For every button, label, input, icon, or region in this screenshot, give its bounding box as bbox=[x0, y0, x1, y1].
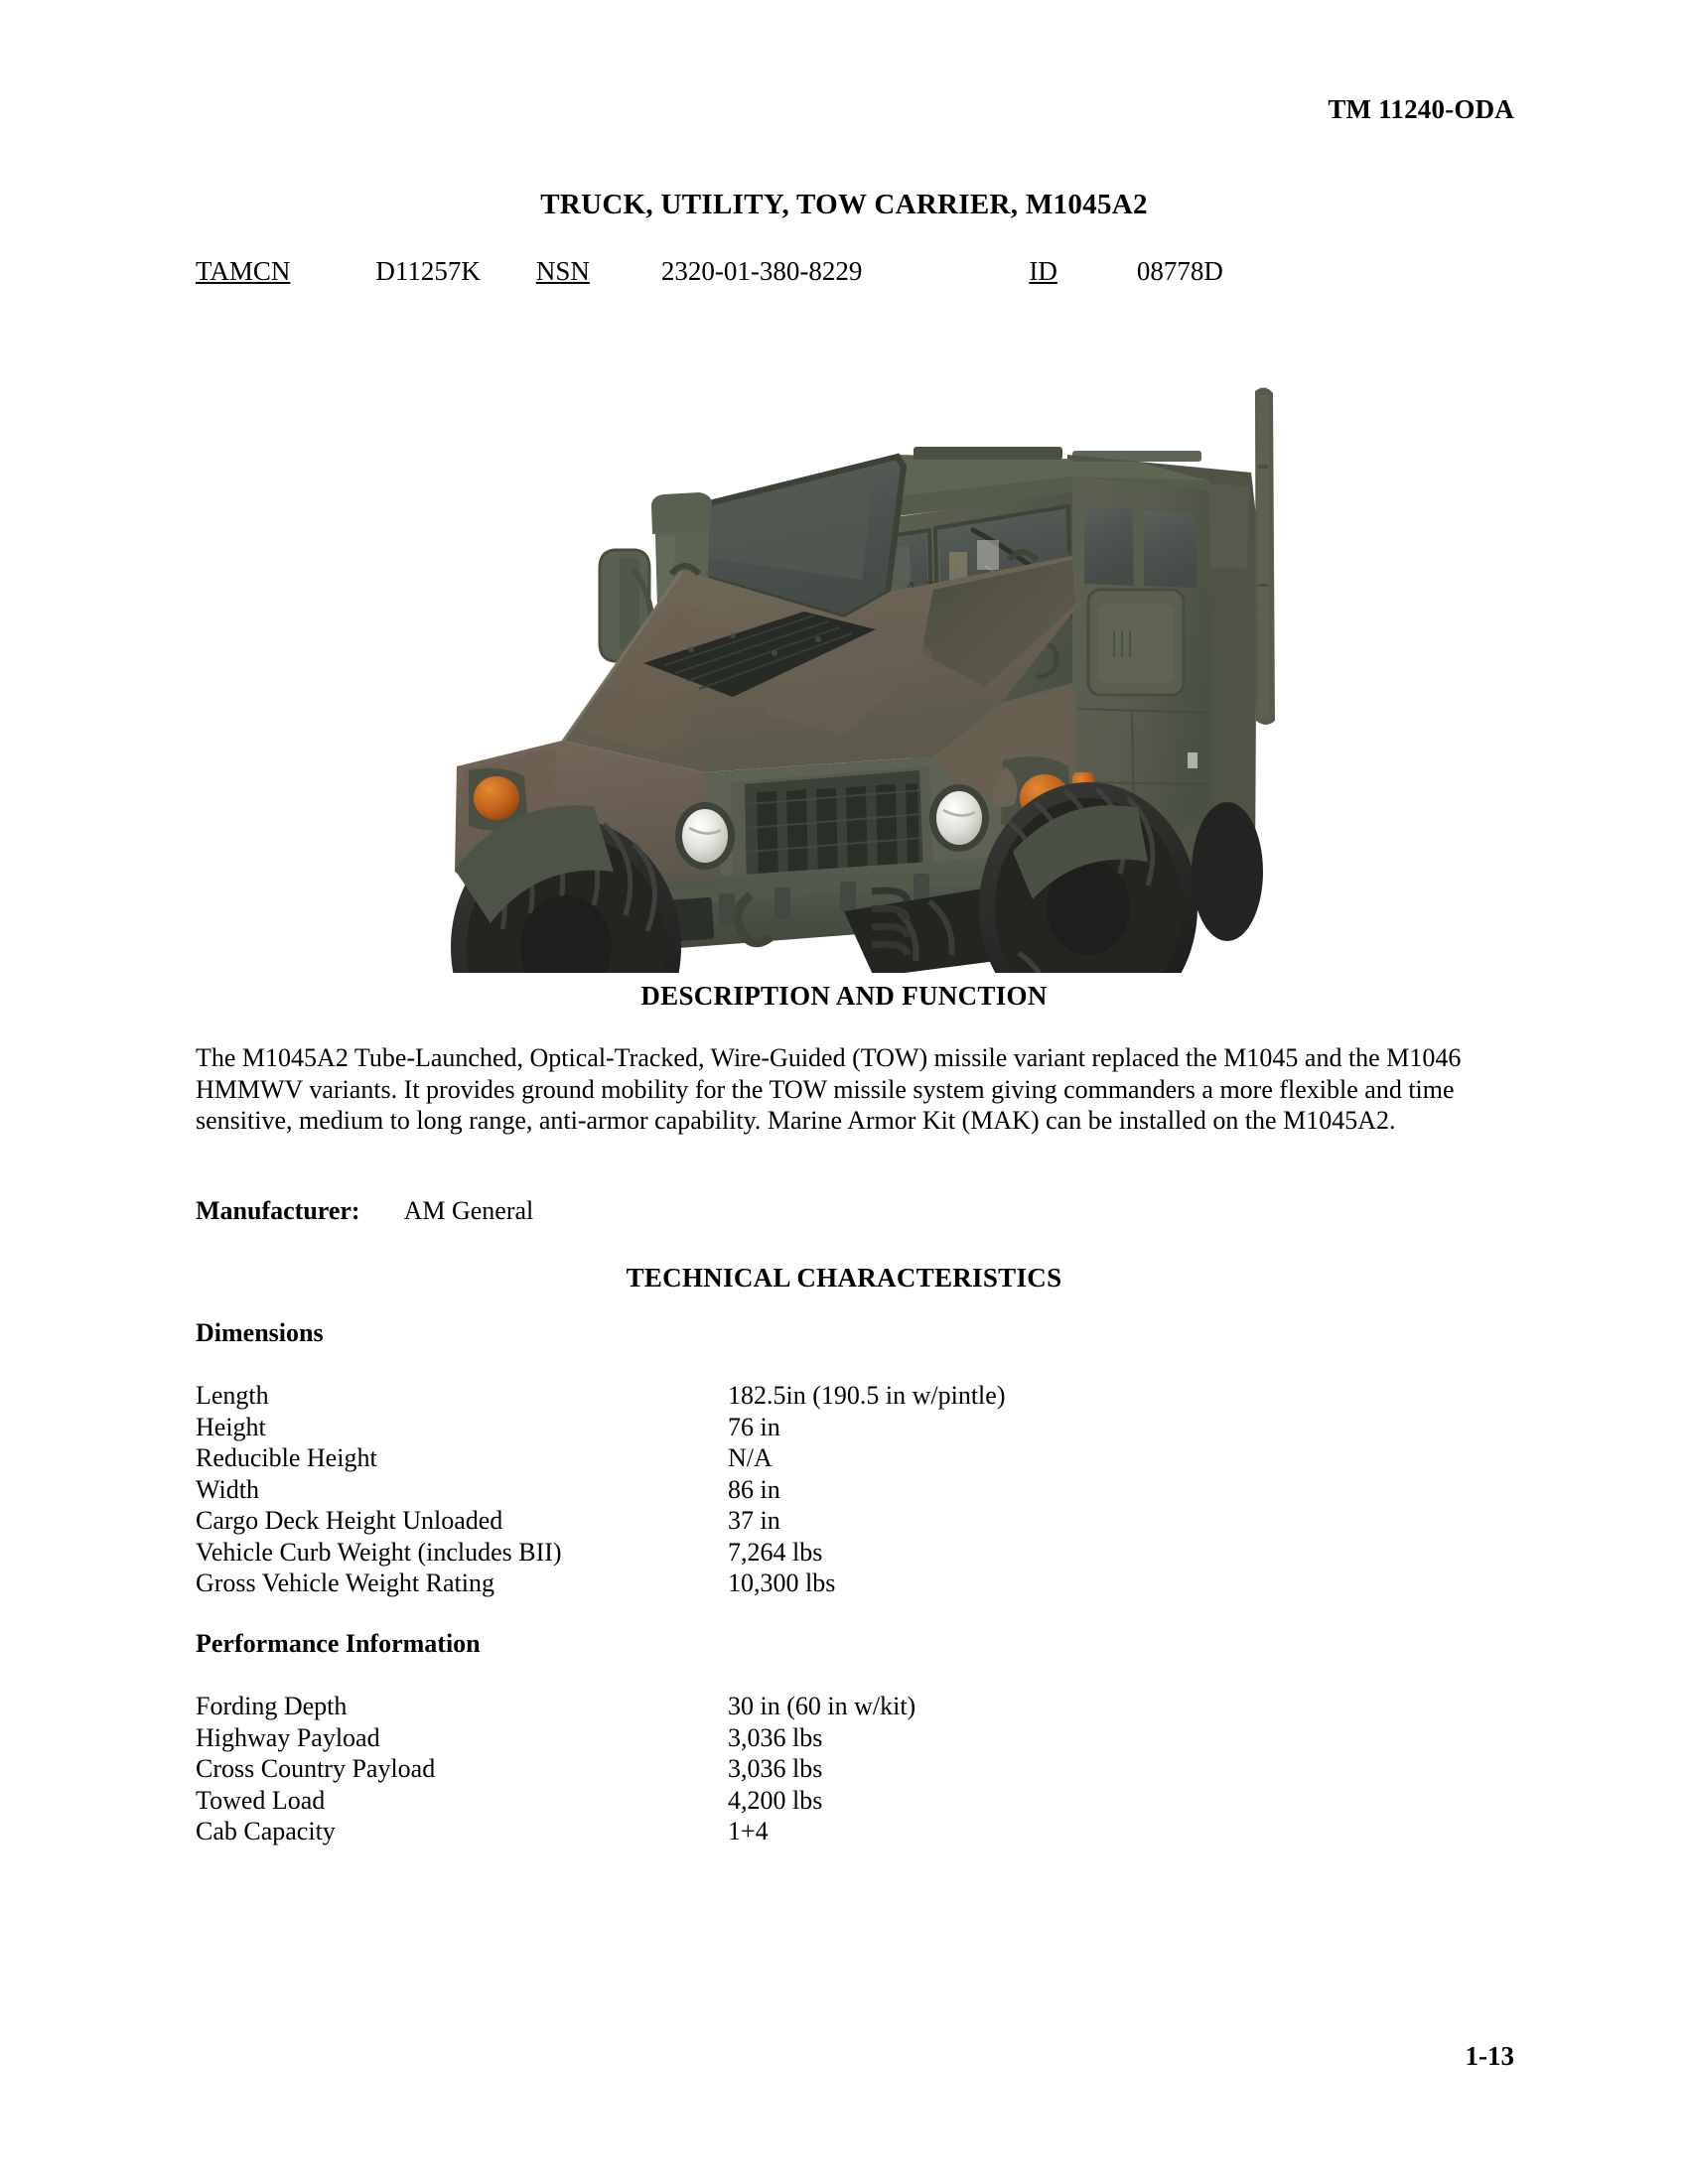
spec-value: 37 in bbox=[728, 1506, 780, 1535]
spec-row bbox=[196, 1505, 1486, 1537]
manufacturer-label: Manufacturer: bbox=[196, 1196, 360, 1225]
spec-label: Cab Capacity bbox=[196, 1817, 336, 1845]
spec-label: Height bbox=[196, 1412, 266, 1441]
performance-list bbox=[196, 1691, 1486, 1847]
spec-label: Gross Vehicle Weight Rating bbox=[196, 1569, 494, 1597]
spec-label: Highway Payload bbox=[196, 1722, 380, 1752]
spec-row bbox=[196, 1753, 1486, 1785]
technical-characteristics-heading: TECHNICAL CHARACTERISTICS bbox=[626, 1263, 1062, 1293]
spec-value: 4,200 lbs bbox=[728, 1785, 823, 1815]
spec-label: Reducible Height bbox=[196, 1443, 377, 1472]
page-number: 1-13 bbox=[1465, 2041, 1514, 2071]
spec-row bbox=[196, 1474, 1486, 1506]
spec-value: 86 in bbox=[728, 1474, 780, 1504]
spec-value: 182.5in (190.5 in w/pintle) bbox=[728, 1381, 1006, 1410]
spec-value: 30 in (60 in w/kit) bbox=[728, 1692, 916, 1720]
spec-label: Cross Country Payload bbox=[196, 1754, 436, 1783]
description-heading: DESCRIPTION AND FUNCTION bbox=[640, 981, 1048, 1011]
identifier-line bbox=[196, 256, 1496, 287]
spec-value: 1+4 bbox=[728, 1817, 769, 1845]
performance-heading: Performance Information bbox=[196, 1629, 481, 1658]
spec-label: Vehicle Curb Weight (includes BII) bbox=[196, 1537, 562, 1567]
description-paragraph: The M1045A2 Tube-Launched, Optical-Tracked, Wire-Guided (TOW) missile variant replaced the M1045 and the M1046 HMMWV variants. It provides ground mobility for the TOW missile system giving commanders a more flexible and time sensitive, medium to long range, anti-armor capability. Marine Armor Kit (MAK) can be installed on the M1045A2. bbox=[196, 1043, 1462, 1135]
spec-row bbox=[196, 1568, 1486, 1599]
vehicle-photo bbox=[377, 355, 1301, 973]
spec-label: Fording Depth bbox=[196, 1692, 348, 1720]
manufacturer-value: AM General bbox=[403, 1196, 534, 1225]
spec-value: 3,036 lbs bbox=[728, 1722, 823, 1752]
spec-value: 7,264 lbs bbox=[728, 1537, 823, 1567]
nsn-label: NSN bbox=[535, 256, 590, 286]
spec-value: 76 in bbox=[728, 1412, 780, 1441]
tamcn-label: TAMCN bbox=[196, 256, 291, 286]
dimensions-heading: Dimensions bbox=[196, 1318, 324, 1347]
spec-value: 3,036 lbs bbox=[728, 1754, 823, 1783]
spec-label: Width bbox=[196, 1474, 259, 1504]
id-value: 08778D bbox=[1136, 256, 1223, 286]
tamcn-value: D11257K bbox=[375, 256, 481, 286]
spec-row bbox=[196, 1412, 1486, 1443]
nsn-value: 2320-01-380-8229 bbox=[660, 256, 863, 286]
manual-number-header: TM 11240-ODA bbox=[1328, 94, 1514, 124]
dimensions-list bbox=[196, 1380, 1486, 1599]
spec-label: Towed Load bbox=[196, 1785, 326, 1815]
spec-label: Length bbox=[196, 1381, 269, 1410]
spec-row bbox=[196, 1537, 1486, 1569]
spec-row bbox=[196, 1816, 1486, 1847]
page-title: TRUCK, UTILITY, TOW CARRIER, M1045A2 bbox=[540, 189, 1148, 220]
spec-row bbox=[196, 1785, 1486, 1817]
spec-value: N/A bbox=[728, 1443, 773, 1472]
spec-value: 10,300 lbs bbox=[728, 1569, 836, 1597]
spec-row bbox=[196, 1722, 1486, 1754]
spec-row bbox=[196, 1442, 1486, 1474]
spec-label: Cargo Deck Height Unloaded bbox=[196, 1506, 503, 1535]
spec-row bbox=[196, 1380, 1486, 1412]
manufacturer-row bbox=[196, 1196, 533, 1226]
spec-row bbox=[196, 1691, 1486, 1722]
id-label: ID bbox=[1029, 256, 1057, 286]
